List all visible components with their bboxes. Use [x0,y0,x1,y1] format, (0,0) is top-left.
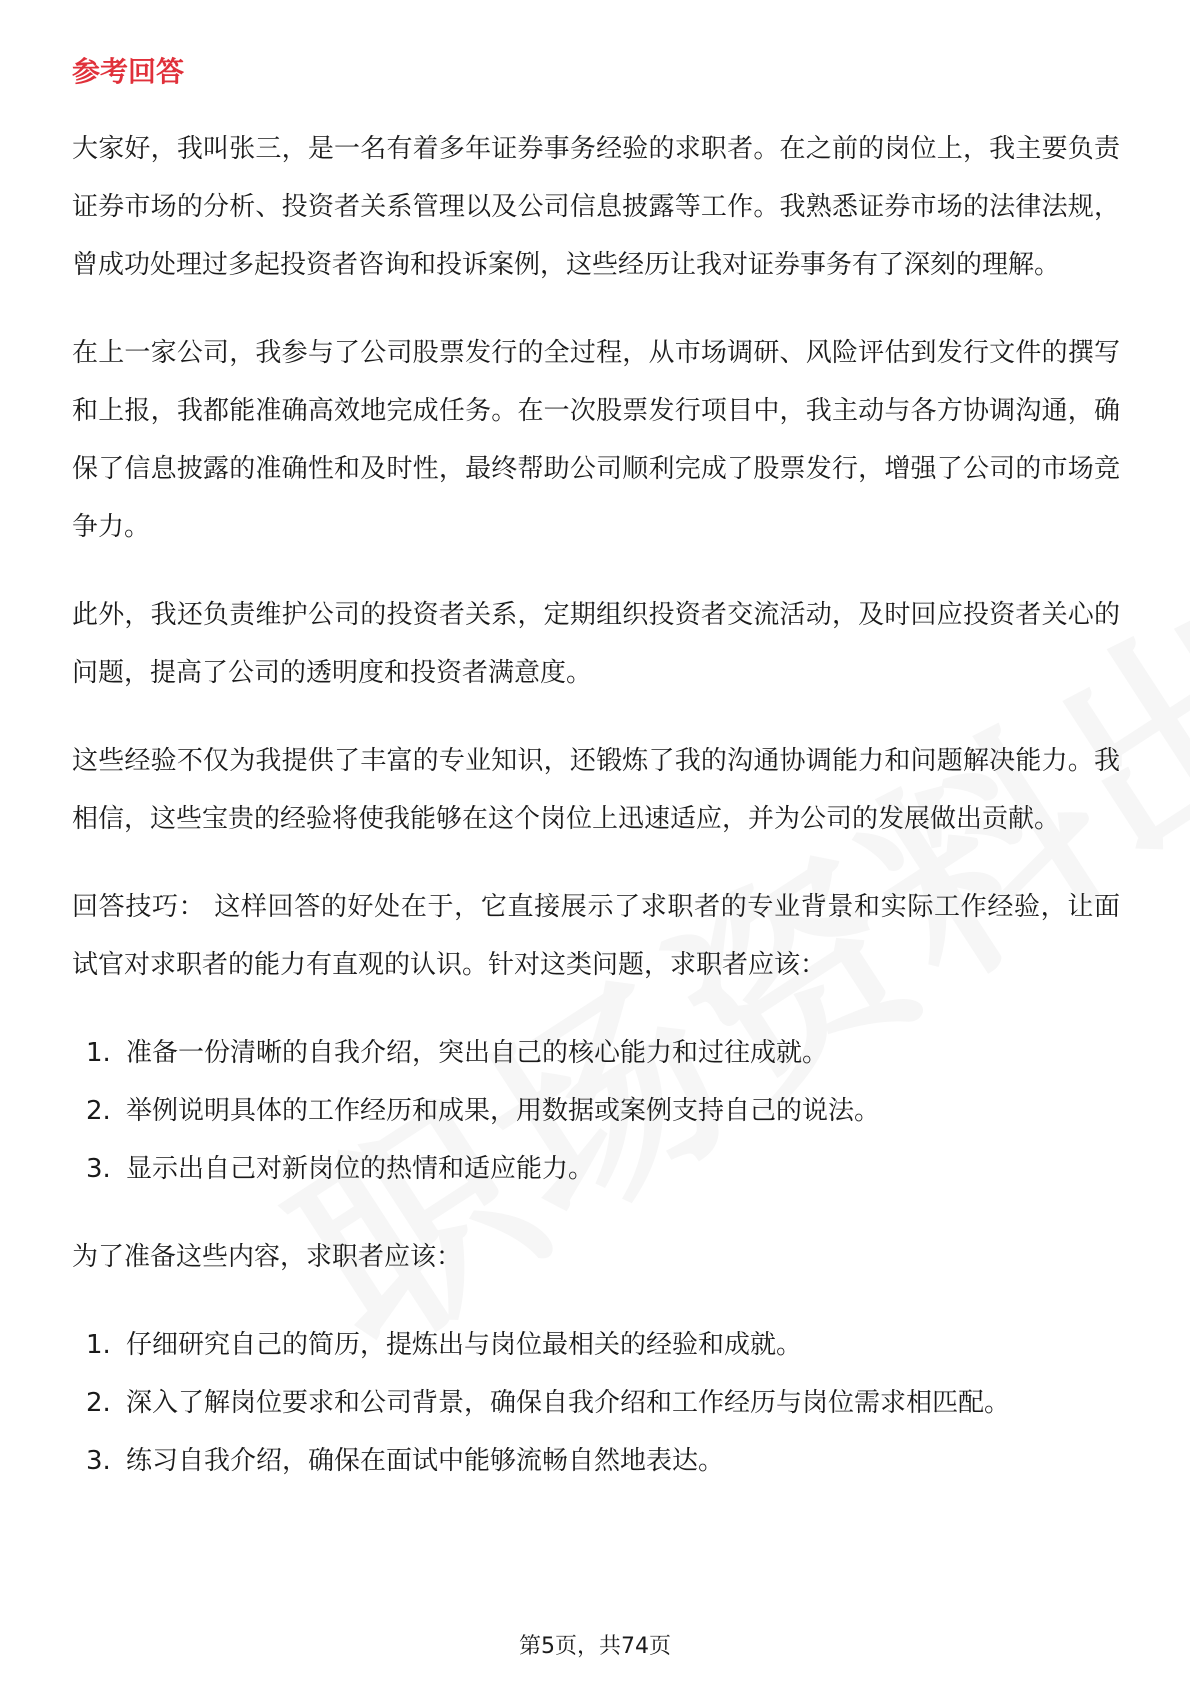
paragraph-experience: 在上一家公司，我参与了公司股票发行的全过程，从市场调研、风险评估到发行文件的撰写和上报，我都能准确高效地完成任务。在一次股票发行项目中，我主动与各方协调沟通，确保了信息披露的准确性和及时性，最终帮助公司顺利完成了股票发行，增强了公司的市场竞争力。 [72,338,1120,542]
list-number: 3. [86,1154,111,1184]
page-number: 第5页，共74页 [519,1634,671,1659]
section-heading: 参考回答 [72,55,185,88]
list-text: 显示出自己对新岗位的热情和适应能力。 [126,1154,595,1184]
paragraph-investor-relations: 此外，我还负责维护公司的投资者关系，定期组织投资者交流活动，及时回应投资者关心的问题，提高了公司的透明度和投资者满意度。 [72,600,1120,688]
list-text: 仔细研究自己的简历，提炼出与岗位最相关的经验和成就。 [126,1330,803,1360]
paragraph-conclusion: 这些经验不仅为我提供了丰富的专业知识，还锻炼了我的沟通协调能力和问题解决能力。我相信，这些宝贵的经验将使我能够在这个岗位上迅速适应，并为公司的发展做出贡献。 [72,746,1120,834]
tips-list [72,1024,1120,1198]
list-text: 练习自我介绍，确保在面试中能够流畅自然地表达。 [126,1446,725,1476]
list-text: 举例说明具体的工作经历和成果，用数据或案例支持自己的说法。 [126,1096,881,1126]
list-number: 1. [86,1038,111,1068]
document-body [72,44,1120,1520]
list-number: 1. [86,1330,111,1360]
list-text: 准备一份清晰的自我介绍，突出自己的核心能力和过往成就。 [126,1038,829,1068]
prep-paragraph: 为了准备这些内容，求职者应该： [72,1242,463,1272]
list-item [72,1432,1120,1490]
list-item [72,1316,1120,1374]
paragraph-intro: 大家好，我叫张三，是一名有着多年证券事务经验的求职者。在之前的岗位上，我主要负责证券市场的分析、投资者关系管理以及公司信息披露等工作。我熟悉证券市场的法律法规，曾成功处理过多起投资者咨询和投诉案例，这些经历让我对证券事务有了深刻的理解。 [72,134,1120,280]
list-number: 2. [86,1096,111,1126]
prep-list [72,1316,1120,1490]
list-item [72,1024,1120,1082]
list-number: 2. [86,1388,111,1418]
list-item [72,1374,1120,1432]
list-text: 深入了解岗位要求和公司背景，确保自我介绍和工作经历与岗位需求相匹配。 [126,1388,1011,1418]
list-item [72,1082,1120,1140]
list-number: 3. [86,1446,111,1476]
tips-paragraph: 回答技巧： 这样回答的好处在于，它直接展示了求职者的专业背景和实际工作经验，让面试官对求职者的能力有直观的认识。针对这类问题，求职者应该： [72,892,1120,980]
list-item [72,1140,1120,1198]
